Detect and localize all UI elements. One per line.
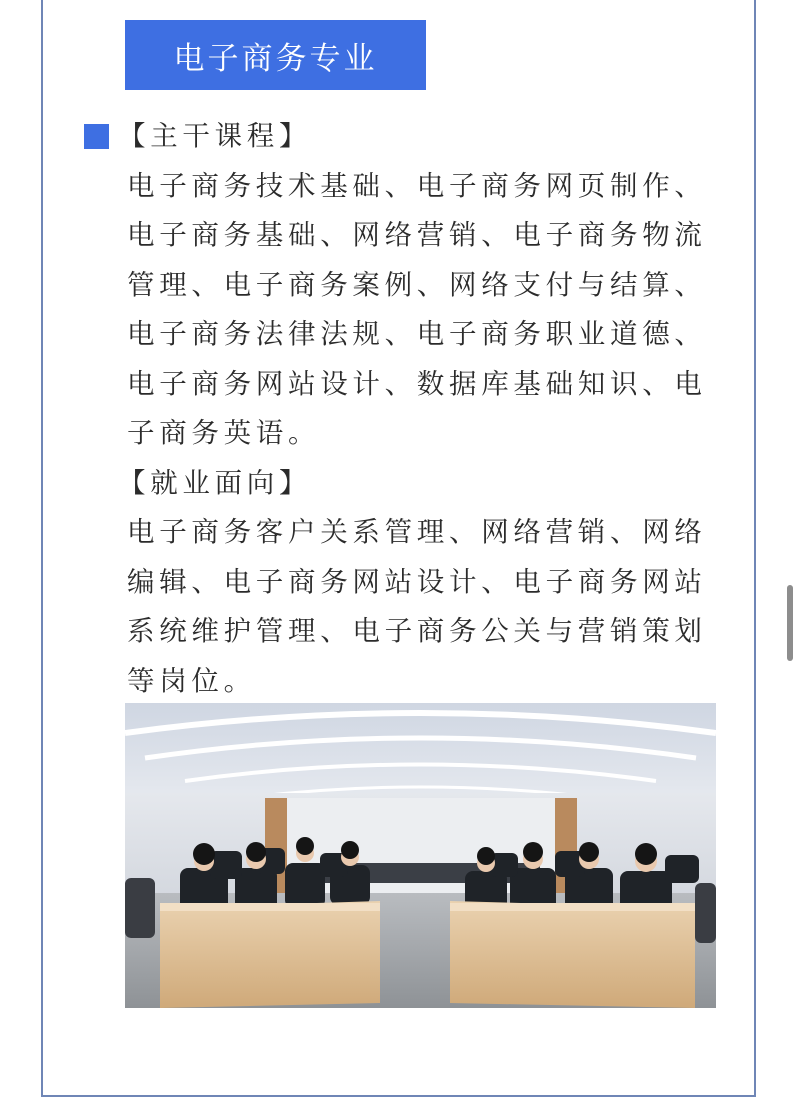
section-title: 电子商务专业 bbox=[173, 40, 378, 77]
employment-line: 编辑、电子商务网站设计、电子商务网站 bbox=[127, 565, 707, 598]
course-line: 电子商务网站设计、数据库基础知识、电 bbox=[127, 367, 707, 400]
section-title-banner bbox=[125, 20, 426, 90]
course-line: 管理、电子商务案例、网络支付与结算、 bbox=[127, 268, 707, 301]
classroom-photo bbox=[125, 703, 716, 1008]
employment-line: 电子商务客户关系管理、网络营销、网络 bbox=[127, 516, 707, 548]
heading-main-courses: 【主干课程】 bbox=[118, 120, 312, 152]
employment-line: 等岗位。 bbox=[127, 664, 256, 697]
scrollbar-thumb[interactable] bbox=[787, 585, 793, 661]
bullet-square-icon bbox=[84, 124, 109, 149]
course-line: 电子商务技术基础、电子商务网页制作、 bbox=[127, 169, 707, 202]
course-line: 电子商务基础、网络营销、电子商务物流 bbox=[127, 219, 707, 251]
course-line: 子商务英语。 bbox=[127, 417, 321, 449]
heading-employment: 【就业面向】 bbox=[118, 466, 312, 499]
employment-line: 系统维护管理、电子商务公关与营销策划 bbox=[127, 615, 707, 647]
content-text bbox=[118, 112, 727, 706]
classroom-illustration bbox=[125, 703, 716, 1008]
course-line: 电子商务法律法规、电子商务职业道德、 bbox=[127, 318, 707, 350]
